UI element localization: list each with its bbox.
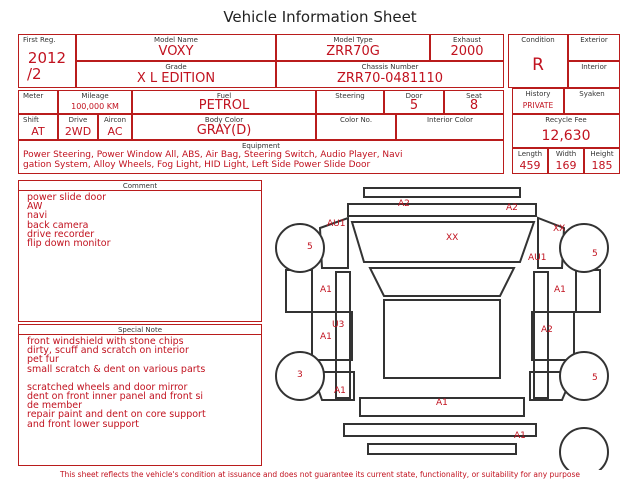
mark-right-rear-wheel: 5	[592, 373, 598, 383]
first-reg-cell	[18, 34, 76, 88]
history-value: PRIVATE	[522, 101, 554, 110]
hood-outline	[352, 222, 534, 262]
interior-label: Interior	[581, 63, 607, 71]
grade-label: Grade	[165, 63, 187, 71]
mark-right-front-door: A1	[554, 285, 566, 295]
equipment-cell	[18, 140, 504, 174]
drive-cell	[58, 114, 98, 140]
disclaimer-footer: This sheet reflects the vehicle's condition at issuance and does not guarantee its current state, functionality, or suitability for any purpose	[59, 470, 581, 479]
model-name-cell	[76, 34, 276, 61]
door-value: 5	[409, 98, 419, 113]
mark-right-slide-door: A2	[541, 325, 553, 335]
special-note-header: Special Note	[117, 326, 163, 334]
comment-box	[18, 180, 262, 322]
comment-item: back camera	[27, 219, 89, 231]
seat-cell	[444, 90, 504, 114]
mark-left-front-wheel: 5	[307, 242, 313, 252]
chassis-label: Chassis Number	[361, 63, 419, 71]
condition-cell	[508, 34, 568, 88]
left-body-outline	[336, 272, 350, 398]
special-note-item: and front lower support	[27, 418, 139, 430]
right-front-wheel-icon	[560, 224, 608, 272]
comment-item: drive recorder	[27, 228, 95, 240]
meter-label: Meter	[23, 92, 44, 100]
syaken-label: Syaken	[579, 90, 605, 98]
first-reg-year: 2012	[27, 49, 67, 67]
drive-label: Drive	[68, 116, 88, 124]
length-value: 459	[519, 159, 541, 172]
model-type-cell	[276, 34, 430, 61]
model-name-label: Model Name	[154, 36, 198, 44]
special-note-item: scratched wheels and door mirror	[27, 381, 188, 393]
special-note-item: de member	[27, 400, 83, 412]
interior-color-cell	[396, 114, 504, 140]
length-label: Length	[517, 150, 543, 158]
comment-item: power slide door	[27, 192, 107, 203]
left-front-wheel-icon	[276, 224, 324, 272]
mark-hood: XX	[446, 233, 459, 243]
fuel-label: Fuel	[216, 92, 232, 100]
spare-wheel-icon	[560, 428, 608, 470]
mark-left-quarter: A1	[334, 386, 346, 396]
syaken-cell	[564, 88, 620, 114]
right-front-door-outline	[576, 270, 600, 312]
grade-value: X L EDITION	[136, 71, 216, 86]
equipment-line-1: Power Steering, Power Window All, ABS, Air Bag, Steering Switch, Audio Player, Navi	[23, 150, 403, 160]
mileage-value: 100,000 KM	[71, 102, 119, 111]
width-value: 169	[555, 159, 577, 172]
equipment-line-2: gation System, Alloy Wheels, Fog Light, HID Light, Left Side Power Slide Door	[23, 160, 371, 170]
mark-left-front-fender: AU1	[327, 219, 346, 229]
grade-cell	[76, 61, 276, 88]
shift-value: AT	[31, 125, 45, 138]
mileage-label: Mileage	[81, 92, 109, 100]
width-label: Width	[555, 150, 577, 158]
page-title: Vehicle Information Sheet	[223, 8, 417, 26]
exterior-label: Exterior	[580, 36, 608, 44]
comment-header: Comment	[122, 182, 158, 190]
comment-list	[27, 193, 111, 248]
special-note-item: front windshield with stone chips	[27, 336, 184, 347]
special-note-item: repair paint and dent on core support	[27, 409, 206, 421]
color-no-cell	[316, 114, 396, 140]
width-cell	[548, 148, 584, 174]
special-note-list	[27, 337, 206, 429]
length-cell	[512, 148, 548, 174]
chassis-value: ZRR70-0481110	[336, 71, 444, 86]
comment-item: AW	[27, 201, 43, 213]
height-cell	[584, 148, 620, 174]
shift-cell	[18, 114, 58, 140]
recycle-fee-label: Recycle Fee	[545, 116, 587, 124]
right-slide-door-outline	[532, 312, 574, 360]
door-cell	[384, 90, 444, 114]
left-front-door-outline	[286, 270, 312, 312]
model-type-value: ZRR70G	[326, 44, 380, 59]
first-reg-label: First Reg.	[23, 36, 56, 44]
mark-left-slide-door-u: U3	[332, 320, 345, 330]
meter-cell	[18, 90, 58, 114]
comment-item: navi	[27, 210, 48, 222]
seat-value: 8	[469, 98, 479, 113]
height-value: 185	[591, 159, 613, 172]
interior-cell	[568, 61, 620, 88]
condition-value: R	[532, 55, 544, 75]
mark-right-front-fender-au: AU1	[528, 253, 547, 263]
fuel-cell	[132, 90, 316, 114]
special-note-item: dirty, scuff and scratch on interior	[27, 345, 189, 357]
windshield-outline	[370, 268, 514, 296]
tailgate-outline	[344, 424, 536, 436]
aircon-value: AC	[107, 125, 123, 138]
condition-label: Condition	[521, 36, 555, 44]
mark-roof-rear: A1	[436, 398, 448, 408]
mark-left-rear-wheel: 3	[297, 370, 303, 380]
seat-label: Seat	[466, 92, 482, 100]
mileage-cell	[58, 90, 132, 114]
color-no-label: Color No.	[339, 116, 373, 124]
mark-front-right: A2	[506, 203, 518, 213]
body-color-cell	[132, 114, 316, 140]
exterior-cell	[568, 34, 620, 61]
chassis-cell	[276, 61, 504, 88]
aircon-label: Aircon	[103, 116, 127, 124]
rear-bumper-outline	[368, 444, 516, 454]
shift-label: Shift	[23, 116, 39, 124]
door-label: Door	[405, 92, 423, 100]
mark-right-front-wheel: 5	[592, 249, 598, 259]
body-color-value: GRAY(D)	[196, 123, 252, 138]
mark-rear-bumper: A1	[514, 431, 526, 441]
fuel-value: PETROL	[198, 98, 250, 113]
mark-front-bumper: A2	[398, 199, 410, 209]
steering-label: Steering	[335, 92, 365, 100]
special-note-item: dent on front inner panel and front si	[27, 391, 204, 403]
mark-right-front-fender-xx: XX	[553, 224, 566, 234]
recycle-fee-value: 12,630	[541, 128, 591, 144]
right-body-outline	[534, 272, 548, 398]
aircon-cell	[98, 114, 132, 140]
body-color-label: Body Color	[204, 116, 244, 124]
height-label: Height	[590, 150, 614, 158]
car-damage-diagram	[264, 180, 640, 470]
exhaust-label: Exhaust	[452, 36, 482, 44]
first-reg-month: /2	[27, 65, 42, 83]
model-name-value: VOXY	[158, 44, 194, 59]
comment-item: flip down monitor	[27, 238, 111, 250]
exhaust-cell	[430, 34, 504, 61]
exhaust-value: 2000	[450, 44, 484, 59]
model-type-label: Model Type	[333, 36, 373, 44]
history-cell	[512, 88, 564, 114]
drive-value: 2WD	[64, 125, 92, 138]
equipment-label: Equipment	[242, 142, 280, 150]
mark-left-slide-door-a: A1	[320, 332, 332, 342]
special-note-item: pet fur	[27, 354, 59, 366]
recycle-fee-cell	[512, 114, 620, 148]
special-note-box	[18, 324, 262, 466]
front-bumper-outline	[364, 188, 520, 197]
right-rear-wheel-icon	[560, 352, 608, 400]
history-label: History	[525, 90, 551, 98]
special-note-item: small scratch & dent on various parts	[27, 363, 206, 375]
mark-left-front-door: A1	[320, 285, 332, 295]
roof-outline	[384, 300, 500, 378]
interior-color-label: Interior Color	[426, 116, 474, 124]
steering-cell	[316, 90, 384, 114]
